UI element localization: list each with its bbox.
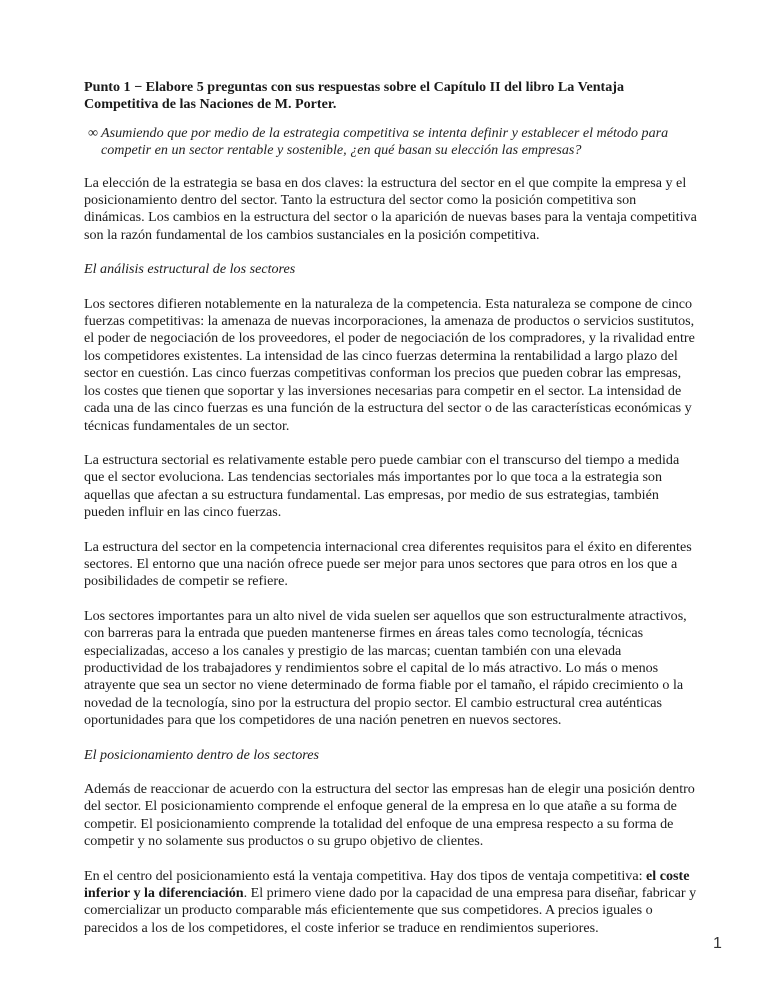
paragraph-five-forces: Los sectores difieren notablemente en la naturaleza de la competencia. Esta naturaleza se compone de cinco fuerzas competitivas: la amenaza de nuevas incorporaciones, la amenaza de productos o servicios sustitutos, el poder de negociación de los proveedores, el poder de negociación de los compradores, y la rivalidad entre los competidores existentes. La intensidad de las cinco fuerzas determina la rentabilidad a largo plazo del sector en cuestión. Las cinco fuerzas competitivas conforman los precios que pueden cobrar las empresas, los costes que tienen que soportar y las inversiones necesarias para competir en el sector. La intensidad de cada una de las cinco fuerzas es una función de la estructura del sector o de las características económicas y técnicas fundamentales de un sector. [84,295,695,434]
infinity-bullet-icon: ∞ [88,124,99,141]
subheading-structural-analysis: El análisis estructural de los sectores [84,261,296,278]
text-segment: En el centro del posicionamiento está la ventaja competitiva. Hay dos tipos de ventaja competitiva: [84,867,647,884]
subheading-positioning: El posicionamiento dentro de los sectores [84,746,319,763]
document-page [84,79,700,954]
answer-paragraph-1: La elección de la estrategia se basa en dos claves: la estructura del sector en el que compite la empresa y el posicionamiento dentro del sector. Tanto la estructura del sector como la posición competitiva son dinámicas. Los cambios en la estructura del sector o la aparición de nuevas bases para la ventaja competitiva son la razón fundamental de los cambios sustanciales en la posición competitiva. [84,174,697,243]
paragraph-positioning: Además de reaccionar de acuerdo con la estructura del sector las empresas han de elegir una posición dentro del sector. El posicionamiento comprende el enfoque general de la empresa en lo que atañe a su forma de competir. El posicionamiento comprende la totalidad del enfoque de una empresa respecto a su forma de competir y no solamente sus productos o su grupo objetivo de clientes. [84,781,695,850]
bold-text-segment: el coste inferior y la diferenciación [84,867,690,902]
question-text: Asumiendo que por medio de la estrategia competitiva se intenta definir y establecer el método para competir en un sector rentable y sostenible, ¿en qué basan su elección las empresas? [101,124,669,159]
paragraph-important-sectors: Los sectores importantes para un alto nivel de vida suelen ser aquellos que son estructuralmente atractivos, con barreras para la entrada que pueden mantenerse firmes en áreas tales como tecnología, técnicas especializadas, acceso a los canales y prestigio de las marcas; cuentan también con una elevada productividad de los trabajadores y rendimientos sobre el capital de lo más atractivo. Lo más o menos atrayente que sea un sector no viene determinado de forma fiable por el tamaño, el rápido crecimiento o la novedad de la tecnología, sino por la estructura del propio sector. El cambio estructural crea auténticas oportunidades para que los competidores de una nación penetren en nuevos sectores. [84,607,687,729]
page-number: 1 [713,935,722,952]
paragraph-competitive-advantage [84,868,700,938]
paragraph-international-competition: La estructura del sector en la competencia internacional crea diferentes requisitos para el éxito en diferentes sectores. El entorno que una nación ofrece puede ser mejor para unos sectores que para otros en los que a posibilidades de competir se refiere. [84,538,692,590]
question-item [84,125,700,160]
paragraph-sector-structure: La estructura sectorial es relativamente estable pero puede cambiar con el transcurso del tiempo a medida que el sector evoluciona. Las tendencias sectoriales más importantes por lo que toca a la estrategia son aquellas que afectan a su estructura fundamental. Las empresas, por medio de sus estrategias, también pueden influir en las cinco fuerzas. [84,451,680,521]
document-title: Punto 1 − Elabore 5 preguntas con sus respuestas sobre el Capítulo II del libro La Ventaja Competitiva de las Naciones de M. Porter. [84,79,625,113]
text-segment: . El primero viene dado por la capacidad de una empresa para diseñar, fabricar y comercializar un producto comparable más eficientemente que sus competidores. A precios iguales o parecidos a los de los competidores, el coste inferior se traduce en rendimientos superiores. [84,885,697,936]
